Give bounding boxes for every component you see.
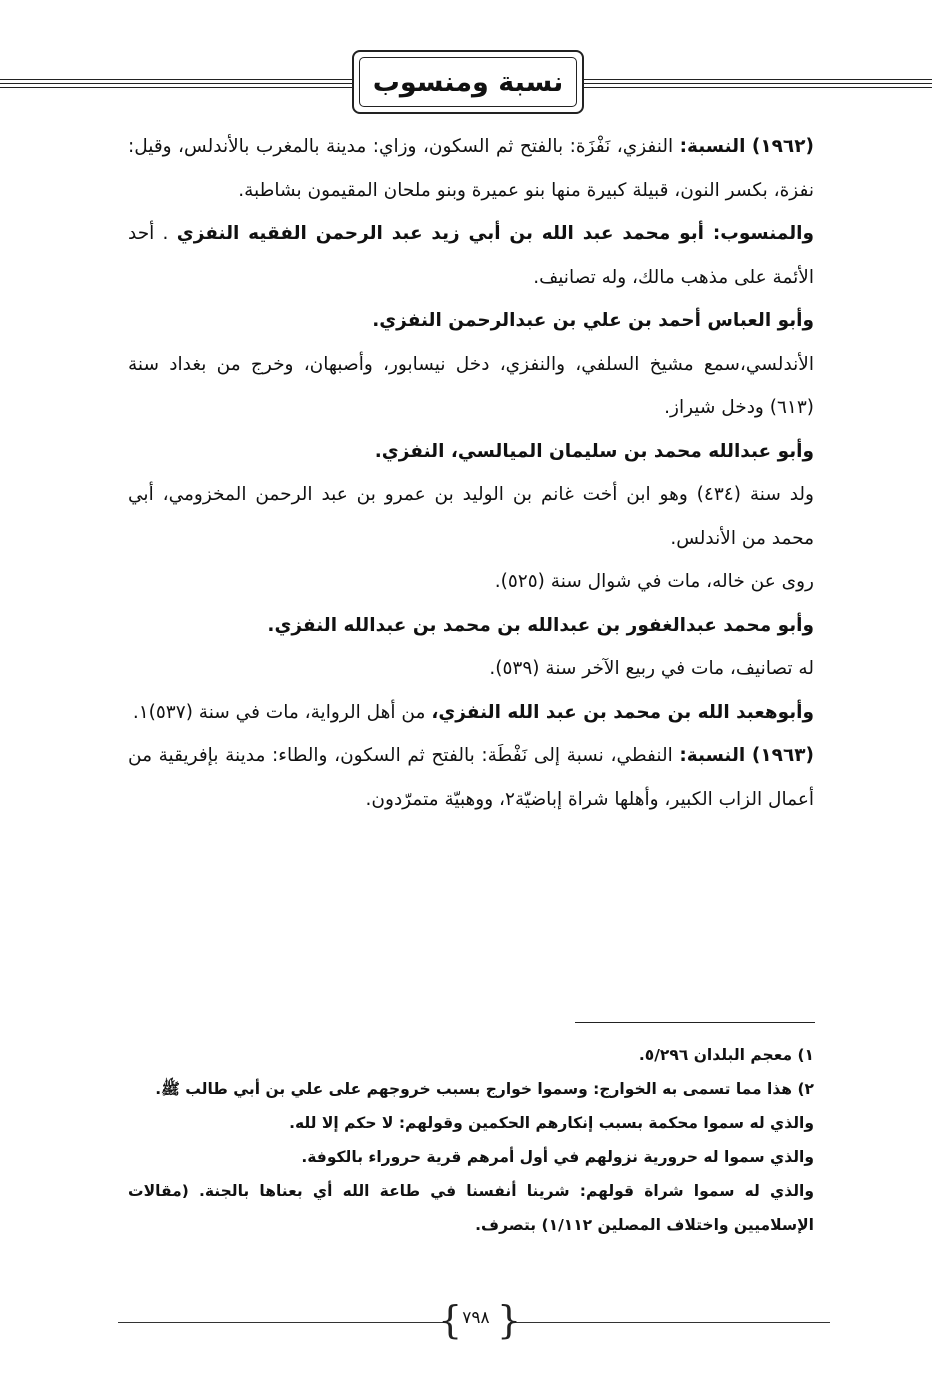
paragraph	[128, 647, 814, 691]
entry-text: النفزي، نَفْزَة: بالفتح ثم السكون، وزاي: مدينة بالمغرب بالأندلس، وقيل: نفزة، بكسر النون، قبيلة كبيرة منها بنو عميرة وبنو ملحان المقيمون بشاطبة.	[128, 136, 814, 201]
page-number: ٧٩٨	[462, 1308, 490, 1328]
footnote-2-line-3: والذي سموا له حرورية نزولهم في أول أمرهم قرية حروراء بالكوفة.	[301, 1148, 814, 1166]
footnote-2-line-4: والذي له سموا شراة قولهم: شرينا أنفسنا في طاعة الله أي بعناها بالجنة. (مقالات الإسلاميين واختلاف المصلين ١/١١٢) بتصرف.	[128, 1182, 814, 1234]
header-rule	[0, 79, 352, 80]
footnote-1: ١) معجم البلدان ٥/٢٩٦.	[638, 1046, 814, 1064]
header-rule	[584, 83, 932, 84]
entry-number: (١٩٦٣)	[751, 745, 814, 766]
page-title: نسبة ومنسوب	[372, 66, 564, 98]
footer-brace-right: }	[497, 1298, 522, 1342]
entry-label: النسبة:	[679, 136, 746, 157]
paragraph	[128, 299, 814, 343]
footer-brace-left: {	[438, 1298, 463, 1342]
header-title-frame	[352, 50, 584, 114]
header-title-inner-frame	[359, 57, 577, 107]
paragraph	[128, 473, 814, 560]
footnotes	[128, 1038, 814, 1242]
paragraph	[128, 212, 814, 299]
paragraph-text: من أهل الرواية، مات في سنة (٥٣٧)١.	[132, 701, 426, 723]
header-rule	[0, 83, 352, 84]
paragraph	[128, 560, 814, 604]
person-name: وأبو محمد عبدالغفور بن عبدالله بن محمد بن عبدالله النفزي.	[267, 614, 814, 636]
footer-rule	[510, 1322, 830, 1323]
header-rule	[584, 87, 932, 88]
main-text	[128, 125, 814, 821]
header-rule	[0, 87, 352, 88]
footnote-separator	[575, 1022, 815, 1023]
paragraph	[128, 343, 814, 430]
footer-rule	[118, 1322, 443, 1323]
entry-1963	[128, 734, 814, 821]
entry-label: النسبة:	[679, 745, 746, 766]
footnote-2-line-1: ٢) هذا مما تسمى به الخوارج: وسموا خوارج بسبب خروجهم على علي بن أبي طالب ﷺ.	[155, 1080, 814, 1098]
person-name: وأبو عبدالله محمد بن سليمان الميالسي، النفزي.	[374, 440, 814, 462]
paragraph	[128, 691, 814, 735]
paragraph	[128, 604, 814, 648]
paragraph-text: روى عن خاله، مات في شوال سنة (٥٢٥).	[494, 571, 814, 592]
entry-number: (١٩٦٢)	[751, 136, 814, 157]
paragraph-text: الأندلسي،سمع مشيخ السلفي، والنفزي، دخل نيسابور، وأصبهان، وخرج من بغداد سنة (٦١٣) ودخل شيراز.	[128, 353, 814, 418]
paragraph-text: ولد سنة (٤٣٤) وهو ابن أخت غانم بن الوليد بن عمرو بن عبد الرحمن المخزومي، أبي محمد من الأندلس.	[128, 484, 814, 549]
person-name: وأبو العباس أحمد بن علي بن عبدالرحمن النفزي.	[372, 310, 814, 331]
person-name: والمنسوب: أبو محمد عبد الله بن أبي زيد عبد الرحمن الفقيه النفزي	[176, 223, 814, 244]
paragraph	[128, 430, 814, 474]
entry-text: النفطي، نسبة إلى نَفْطَة: بالفتح ثم السكون، والطاء: مدينة بإفريقية من أعمال الزاب الكبير، وأهلها شراة إباضيّة٢، ووهبيّة متمرّدون.	[128, 745, 814, 810]
paragraph-text: . أحد الأئمة على مذهب مالك، وله تصانيف.	[128, 223, 814, 288]
paragraph-text: له تصانيف، مات في ربيع الآخر سنة (٥٣٩).	[489, 658, 814, 679]
header-rule	[584, 79, 932, 80]
footnote-2-line-2: والذي له سموا محكمة بسبب إنكارهم الحكمين وقولهم: لا حكم إلا لله.	[289, 1114, 814, 1132]
person-name: وأبوهعبد الله بن محمد بن عبد الله النفزي،	[431, 701, 814, 723]
entry-1962	[128, 125, 814, 212]
